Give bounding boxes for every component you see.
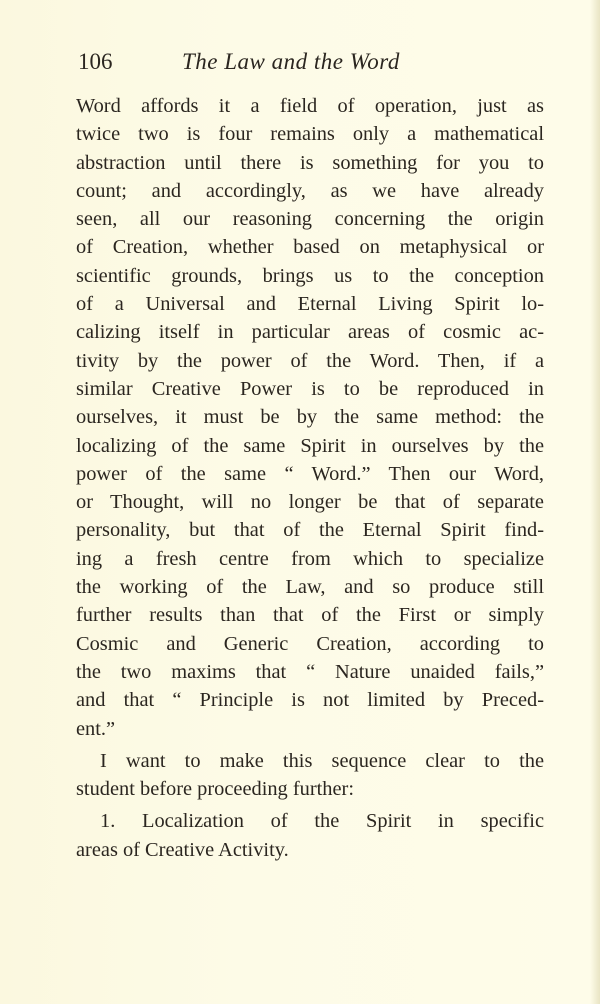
page-number: 106 bbox=[78, 49, 113, 74]
paragraph-3 bbox=[76, 807, 544, 864]
text-line: calizing itself in particular areas of cosmic ac- bbox=[76, 321, 544, 344]
text-line: Cosmic and Generic Creation, according to bbox=[76, 632, 544, 655]
page-edge-shadow bbox=[590, 0, 600, 1004]
text-line: ourselves, it must be by the same method: the bbox=[76, 406, 544, 429]
text-line: tivity by the power of the Word. Then, if a bbox=[76, 349, 544, 372]
text-line: personality, but that of the Eternal Spirit find- bbox=[76, 519, 544, 542]
text-line: further results than that of the First or simply bbox=[76, 604, 544, 627]
text-line: the working of the Law, and so produce still bbox=[76, 576, 544, 599]
text-line: 1. Localization of the Spirit in specific bbox=[100, 810, 544, 833]
text-line: ing a fresh centre from which to specialize bbox=[76, 547, 544, 570]
text-line: count; and accordingly, as we have already bbox=[76, 179, 544, 202]
text-line: Word affords it a field of operation, just as bbox=[76, 95, 544, 117]
text-line: or Thought, will no longer be that of separate bbox=[76, 491, 544, 514]
text-line: areas of Creative Activity. bbox=[76, 838, 289, 861]
text-line: and that “ Principle is not limited by Preced- bbox=[76, 689, 544, 712]
text-line: twice two is four remains only a mathematical bbox=[76, 123, 544, 146]
text-line: I want to make this sequence clear to the bbox=[100, 749, 544, 772]
paragraph-1 bbox=[76, 92, 544, 743]
text-line: student before proceeding further: bbox=[76, 778, 354, 801]
text-line: of a Universal and Eternal Living Spirit lo- bbox=[76, 293, 544, 316]
text-line: localizing of the same Spirit in ourselves by the bbox=[76, 434, 544, 457]
paragraph-2 bbox=[76, 747, 544, 804]
page-header bbox=[78, 46, 548, 78]
text-line: ent.” bbox=[76, 717, 116, 740]
text-line: similar Creative Power is to be reproduced in bbox=[76, 377, 544, 400]
text-line: the two maxims that “ Nature unaided fails,” bbox=[76, 660, 544, 683]
text-line: abstraction until there is something for you to bbox=[76, 151, 544, 174]
text-line: seen, all our reasoning concerning the origin bbox=[76, 208, 544, 231]
text-line: scientific grounds, brings us to the conception bbox=[76, 264, 544, 287]
body-text bbox=[76, 92, 544, 864]
running-title: The Law and the Word bbox=[182, 49, 400, 74]
text-line: of Creation, whether based on metaphysical or bbox=[76, 236, 544, 259]
text-line: power of the same “ Word.” Then our Word, bbox=[76, 462, 544, 485]
